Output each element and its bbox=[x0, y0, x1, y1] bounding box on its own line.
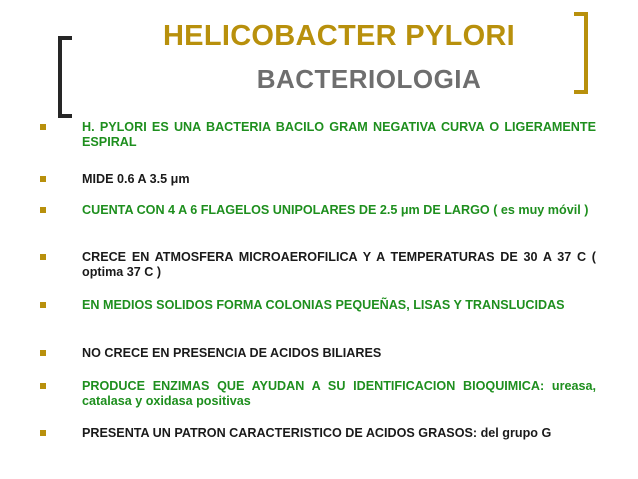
square-bullet-icon bbox=[40, 124, 46, 130]
bullet-item-morphology bbox=[82, 120, 596, 150]
bullet-item-fatty-acids bbox=[82, 426, 596, 441]
bullet-text: CUENTA CON 4 A 6 FLAGELOS UNIPOLARES DE 2.5 μm DE LARGO ( es muy móvil ) bbox=[82, 203, 589, 217]
square-bullet-icon bbox=[40, 430, 46, 436]
square-bullet-icon bbox=[40, 254, 46, 260]
bullet-item-flagella bbox=[82, 203, 596, 218]
square-bullet-icon bbox=[40, 350, 46, 356]
bullet-text: NO CRECE EN PRESENCIA DE ACIDOS BILIARES bbox=[82, 346, 382, 360]
bullet-text: CRECE EN ATMOSFERA MICROAEROFILICA Y A TEMPERATURAS DE 30 A 37 C ( optima 37 C ) bbox=[82, 250, 596, 279]
slide-title: HELICOBACTER PYLORI bbox=[162, 20, 516, 52]
bullet-text: H. PYLORI ES UNA BACTERIA BACILO GRAM NEGATIVA CURVA O LIGERAMENTE ESPIRAL bbox=[82, 120, 596, 149]
square-bullet-icon bbox=[40, 383, 46, 389]
bullet-text: PRESENTA UN PATRON CARACTERISTICO DE ACIDOS GRASOS: del grupo G bbox=[82, 426, 552, 440]
square-bullet-icon bbox=[40, 176, 46, 182]
bullet-text: PRODUCE ENZIMAS QUE AYUDAN A SU IDENTIFICACION BIOQUIMICA: ureasa, catalasa y oxidasa positivas bbox=[82, 379, 596, 408]
bullet-item-colonies bbox=[82, 298, 596, 313]
bullet-item-size bbox=[82, 172, 596, 187]
bullet-item-growth-conditions bbox=[82, 250, 596, 280]
bullet-item-enzymes bbox=[82, 379, 596, 409]
square-bullet-icon bbox=[40, 302, 46, 308]
bullet-text: MIDE 0.6 A 3.5 μm bbox=[82, 172, 190, 186]
bullet-text: EN MEDIOS SOLIDOS FORMA COLONIAS PEQUEÑAS, LISAS Y TRANSLUCIDAS bbox=[82, 298, 565, 312]
bullet-item-bile-acids bbox=[82, 346, 596, 361]
slide-subtitle: BACTERIOLOGIA bbox=[256, 64, 482, 94]
square-bullet-icon bbox=[40, 207, 46, 213]
